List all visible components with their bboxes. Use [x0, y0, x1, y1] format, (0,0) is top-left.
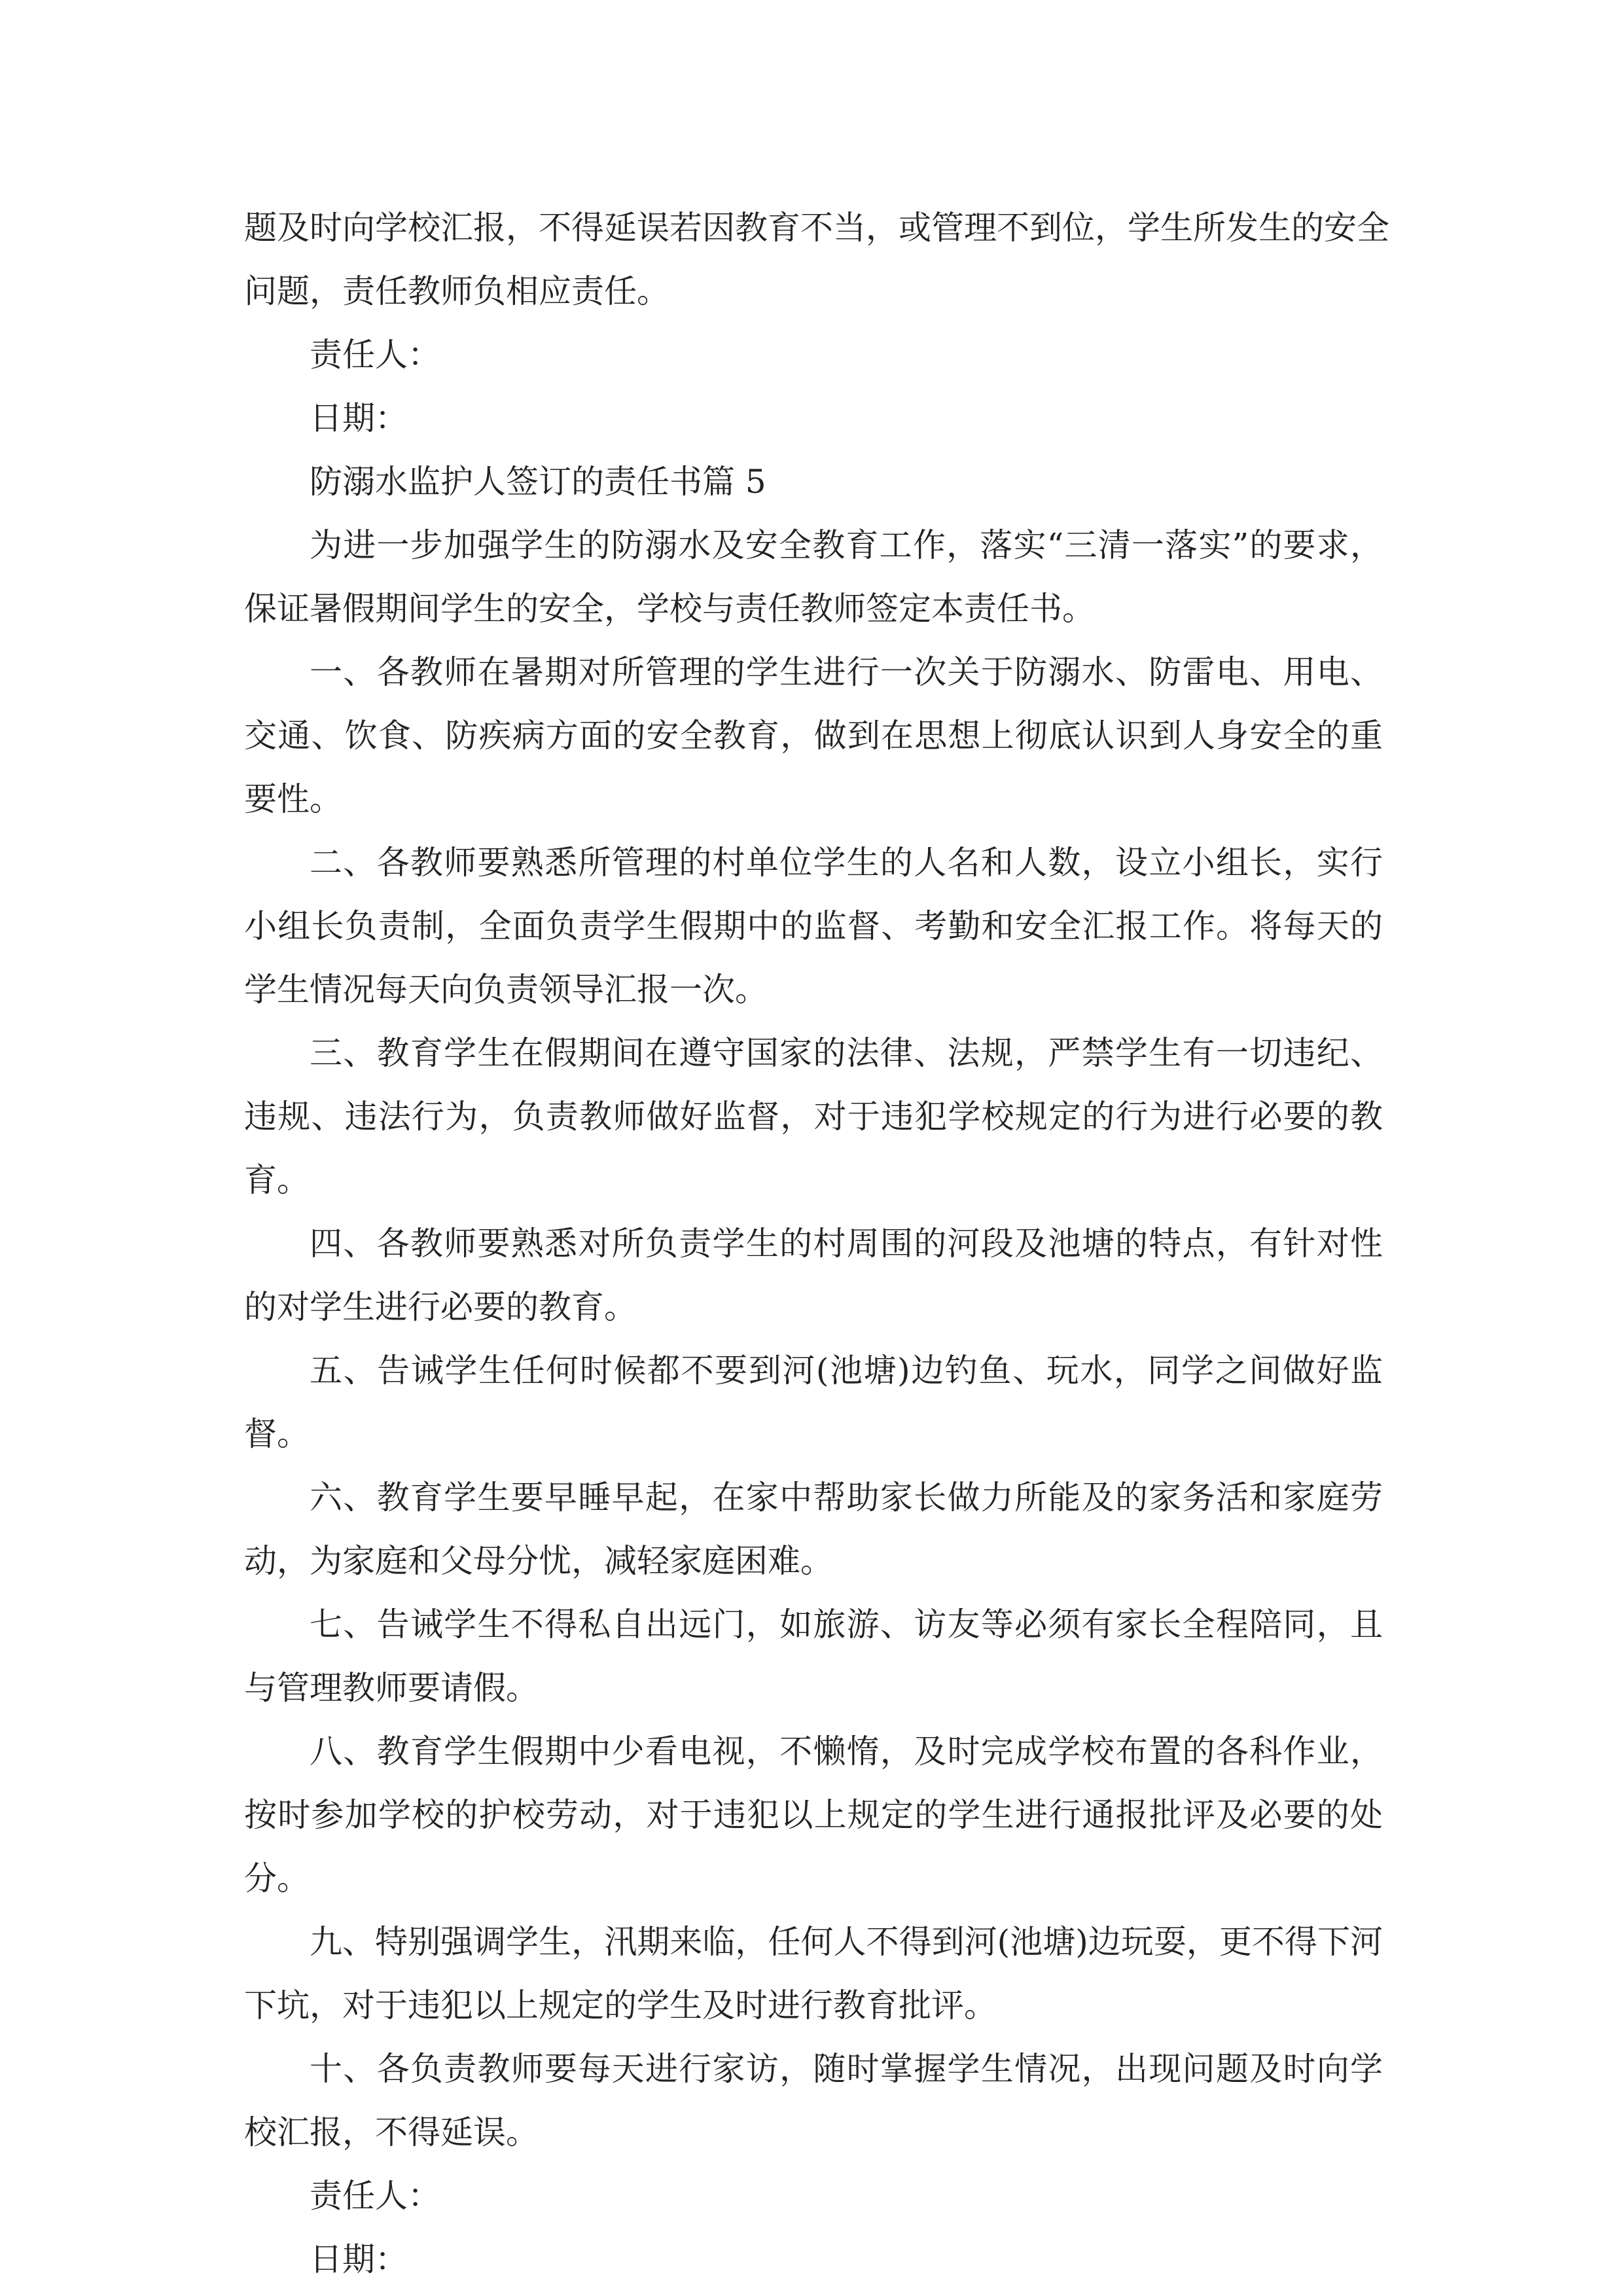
document-page [244, 196, 1389, 2291]
responsible-person-label-1: 责任人： [310, 336, 440, 374]
date-label-2: 日期： [310, 2240, 408, 2278]
opening-line-2: 问题，责任教师负相应责任。 [244, 272, 669, 310]
clause-5: 五、告诫学生任何时候都不要到河(池塘)边钓鱼、玩水，同学之间做好监督。 [244, 1352, 1383, 1453]
intro-paragraph: 为进一步加强学生的防溺水及安全教育工作，落实“三清一落实”的要求，保证暑假期间学生的安全，学校与责任教师签定本责任书。 [244, 526, 1383, 628]
responsible-person-label-2: 责任人： [310, 2177, 440, 2215]
clause-7: 七、告诫学生不得私自出远门，如旅游、访友等必须有家长全程陪同，且与管理教师要请假。 [244, 1605, 1383, 1707]
clause-6: 六、教育学生要早睡早起，在家中帮助家长做力所能及的家务活和家庭劳动，为家庭和父母分忧，减轻家庭困难。 [244, 1479, 1383, 1580]
clause-4: 四、各教师要熟悉对所负责学生的村周围的河段及池塘的特点，有针对性的对学生进行必要的教育。 [244, 1225, 1383, 1326]
clause-9: 九、特别强调学生，汛期来临，任何人不得到河(池塘)边玩耍，更不得下河下坑，对于违犯以上规定的学生及时进行教育批评。 [244, 1923, 1383, 2024]
opening-line-1: 题及时向学校汇报，不得延误若因教育不当，或管理不到位，学生所发生的安全 [244, 209, 1389, 247]
clause-1: 一、各教师在暑期对所管理的学生进行一次关于防溺水、防雷电、用电、交通、饮食、防疾病方面的安全教育，做到在思想上彻底认识到人身安全的重要性。 [244, 653, 1383, 818]
clause-10: 十、各负责教师要每天进行家访，随时掌握学生情况，出现问题及时向学校汇报，不得延误。 [244, 2050, 1383, 2151]
section-title: 防溺水监护人签订的责任书篇 5 [310, 463, 766, 501]
clause-8: 八、教育学生假期中少看电视，不懒惰，及时完成学校布置的各科作业，按时参加学校的护校劳动，对于违犯以上规定的学生进行通报批评及必要的处分。 [244, 1732, 1383, 1897]
clause-3: 三、教育学生在假期间在遵守国家的法律、法规，严禁学生有一切违纪、违规、违法行为，负责教师做好监督，对于违犯学校规定的行为进行必要的教育。 [244, 1034, 1383, 1199]
date-label-1: 日期： [310, 399, 408, 437]
clause-2: 二、各教师要熟悉所管理的村单位学生的人名和人数，设立小组长，实行小组长负责制，全面负责学生假期中的监督、考勤和安全汇报工作。将每天的学生情况每天向负责领导汇报一次。 [244, 844, 1383, 1009]
